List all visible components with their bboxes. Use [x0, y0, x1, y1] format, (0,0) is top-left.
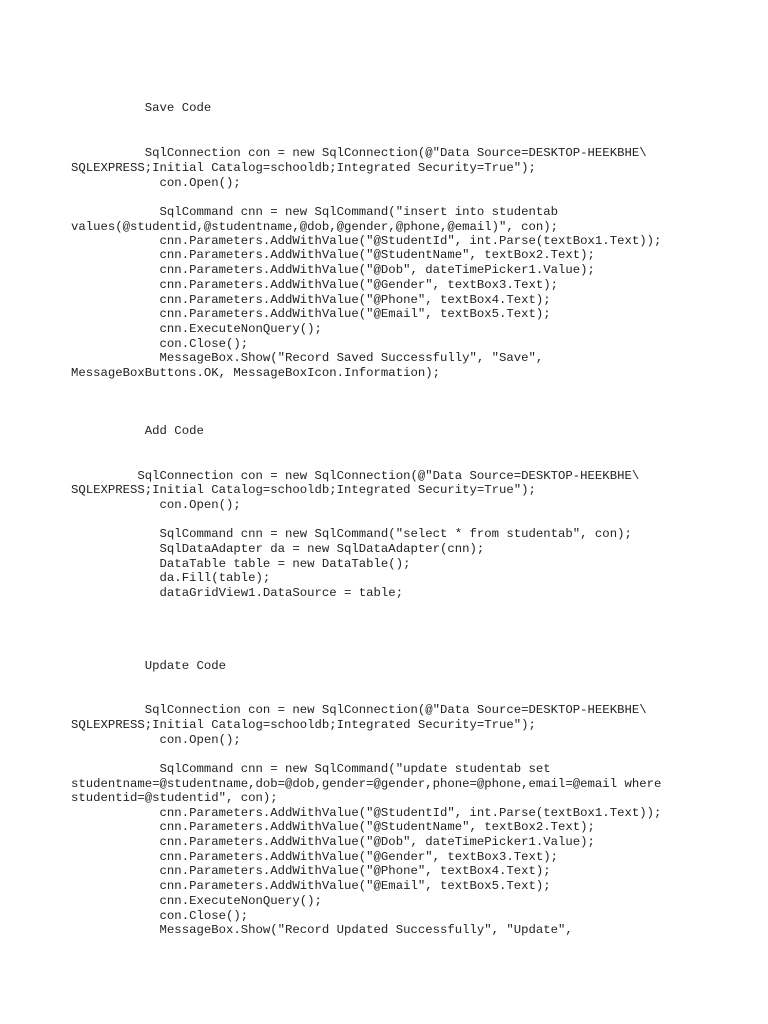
code-line: SqlConnection con = new SqlConnection(@"Data Source=DESKTOP-HEEKBHE\ — [71, 146, 647, 160]
code-line: cnn.Parameters.AddWithValue("@StudentId", int.Parse(textBox1.Text)); — [71, 234, 662, 248]
code-line — [71, 191, 761, 206]
section-heading-update: Update Code — [71, 659, 226, 673]
code-line: MessageBox.Show("Record Updated Successfully", "Update", — [71, 923, 573, 937]
code-line: cnn.Parameters.AddWithValue("@Phone", textBox4.Text); — [71, 293, 551, 307]
code-line — [71, 748, 761, 763]
section-heading-save: Save Code — [71, 101, 212, 115]
code-line: da.Fill(table); — [71, 571, 271, 585]
code-line: cnn.Parameters.AddWithValue("@Dob", dateTimePicker1.Value); — [71, 263, 595, 277]
code-line: cnn.Parameters.AddWithValue("@StudentId", int.Parse(textBox1.Text)); — [71, 806, 662, 820]
code-line: cnn.ExecuteNonQuery(); — [71, 322, 322, 336]
code-line: DataTable table = new DataTable(); — [71, 557, 411, 571]
code-line: MessageBox.Show("Record Saved Successfully", "Save", — [71, 351, 544, 365]
code-line: cnn.ExecuteNonQuery(); — [71, 894, 322, 908]
code-line: con.Open(); — [71, 176, 241, 190]
code-line — [71, 513, 761, 528]
code-line: SQLEXPRESS;Initial Catalog=schooldb;Integrated Security=True"); — [71, 718, 536, 732]
code-line: con.Close(); — [71, 909, 249, 923]
code-line: values(@studentid,@studentname,@dob,@gender,@phone,@email)", con); — [71, 220, 559, 234]
code-line: SqlCommand cnn = new SqlCommand("update studentab set — [71, 762, 551, 776]
code-line: SQLEXPRESS;Initial Catalog=schooldb;Integrated Security=True"); — [71, 483, 536, 497]
code-line: con.Close(); — [71, 337, 249, 351]
section-heading-add: Add Code — [71, 424, 204, 438]
code-line: cnn.Parameters.AddWithValue("@Gender", textBox3.Text); — [71, 850, 559, 864]
code-line: SQLEXPRESS;Initial Catalog=schooldb;Integrated Security=True"); — [71, 161, 536, 175]
code-line: SqlDataAdapter da = new SqlDataAdapter(cnn); — [71, 542, 485, 556]
code-line: SqlCommand cnn = new SqlCommand("select * from studentab", con); — [71, 527, 632, 541]
code-line: cnn.Parameters.AddWithValue("@Phone", textBox4.Text); — [71, 864, 551, 878]
code-line: SqlConnection con = new SqlConnection(@"Data Source=DESKTOP-HEEKBHE\ — [71, 703, 647, 717]
code-line: cnn.Parameters.AddWithValue("@Email", textBox5.Text); — [71, 879, 551, 893]
code-line: con.Open(); — [71, 733, 241, 747]
code-line: cnn.Parameters.AddWithValue("@Gender", textBox3.Text); — [71, 278, 559, 292]
code-line: con.Open(); — [71, 498, 241, 512]
code-line: SqlConnection con = new SqlConnection(@"Data Source=DESKTOP-HEEKBHE\ — [71, 469, 640, 483]
code-line: MessageBoxButtons.OK, MessageBoxIcon.Information); — [71, 366, 440, 380]
code-line: dataGridView1.DataSource = table; — [71, 586, 404, 600]
code-line: cnn.Parameters.AddWithValue("@Email", textBox5.Text); — [71, 307, 551, 321]
code-line: SqlCommand cnn = new SqlCommand("insert into studentab — [71, 205, 559, 219]
code-line: cnn.Parameters.AddWithValue("@StudentName", textBox2.Text); — [71, 248, 595, 262]
code-line: cnn.Parameters.AddWithValue("@Dob", dateTimePicker1.Value); — [71, 835, 595, 849]
code-line: studentid=@studentid", con); — [71, 791, 278, 805]
code-line: studentname=@studentname,dob=@dob,gender=@gender,phone=@phone,email=@email where — [71, 777, 662, 791]
code-line: cnn.Parameters.AddWithValue("@StudentName", textBox2.Text); — [71, 820, 595, 834]
